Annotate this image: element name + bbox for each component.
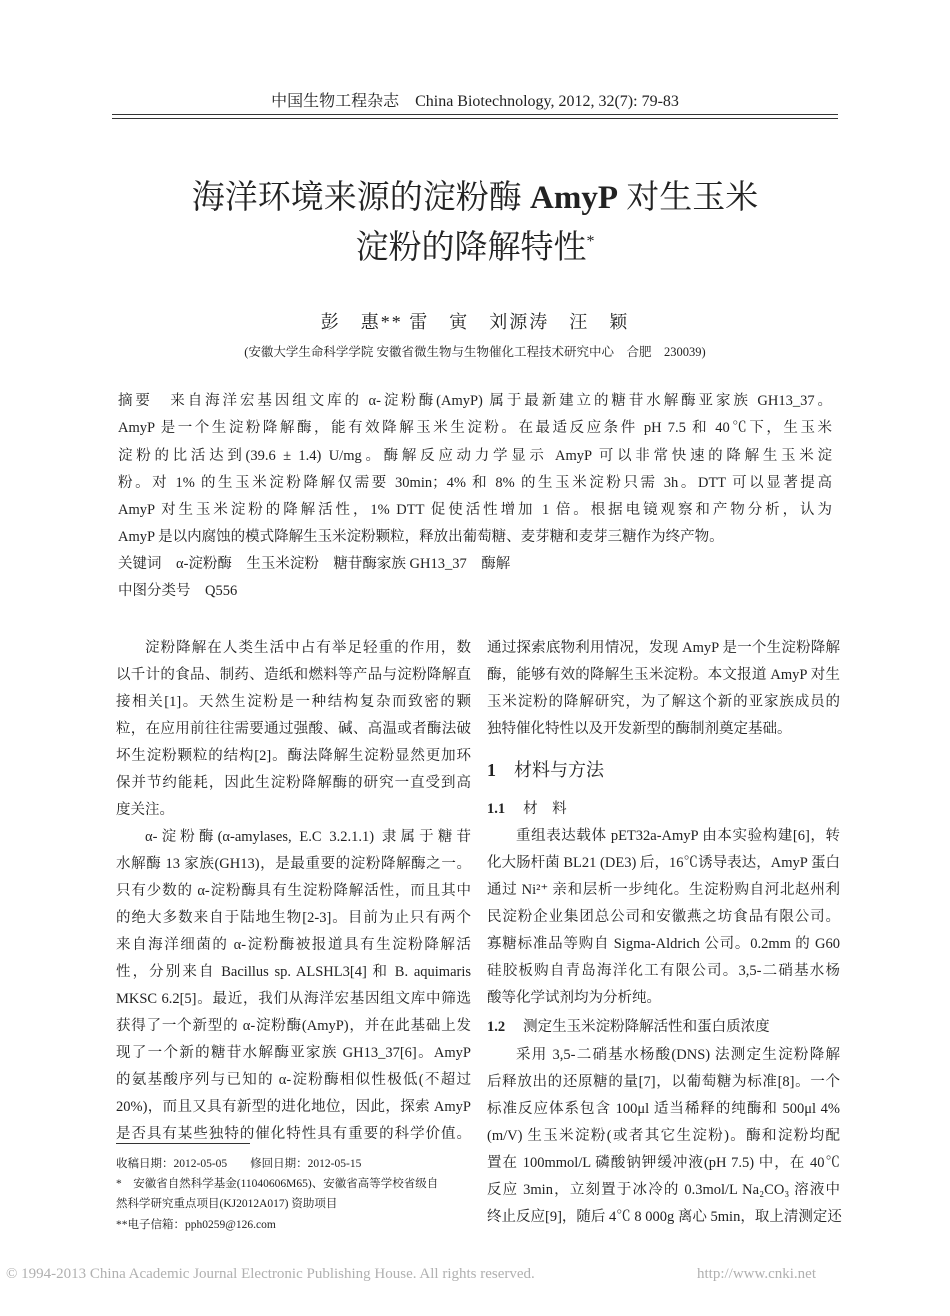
body-line: 20%)，而且又具有新型的进化地位，因此，探索 AmyP [116,1099,471,1115]
body-line: 通过探索底物利用情况，发现 AmyP 是一个生淀粉降解 [487,640,840,656]
section-heading-1 [487,760,840,780]
footnote-dates: 收稿日期：2012-05-05 修回日期：2012-05-15 [116,1158,362,1170]
authors: 彭 惠** 雷 寅 刘源涛 汪 颖 [320,312,630,332]
body-line: 反应 3min，立刻置于冰冷的 0.3mol/L Na₂CO₃ 溶液中 [487,1182,840,1198]
body-line: 性，分别来自 Bacillus sp. ALSHL3[4] 和 B. aquimaris [116,964,471,980]
footnote-email: **电子信箱：pph0259@126.com [116,1219,276,1231]
body-line: 独特催化特性以及开发新型的酶制剂奠定基础。 [487,721,792,737]
body-line: 以千计的食品、制药、造纸和燃料等产品与淀粉降解直 [116,667,471,683]
abstract-line: AmyP 对生玉米淀粉的降解活性，1% DTT 促使活性增加 1 倍。根据电镜观察和产物分析，认为 [118,502,832,518]
body-line: 是否具有某些独特的催化特性具有重要的科学价值。 [116,1126,471,1142]
body-line: 淀粉降解在人类生活中占有举足轻重的作用，数 [145,640,471,656]
body-line: α-淀粉酶(α-amylases, E.C 3.2.1.1) 隶属于糖苷 [145,829,471,845]
header-rule [112,114,838,119]
body-line: 终止反应[9]，随后 4℃ 8 000g 离心 5min，取上清测定还 [487,1209,842,1225]
body-line: 酸等化学试剂均为分析纯。 [487,990,661,1006]
body-line: 保并节约能耗，因此生淀粉降解酶的研究一直受到高 [116,775,471,791]
body-line: 的氨基酸序列与已知的 α-淀粉酶相似性极低(不超过 [116,1072,471,1088]
body-line: 标准反应体系包含 100μl 适当稀释的纯酶和 500μl 4% [487,1101,840,1117]
section-title: 材料与方法 [514,760,604,780]
paper-title [0,176,950,270]
title-line1-a: 海洋环境来源的淀粉酶 [191,180,530,216]
body-line: 玉米淀粉的降解研究，为了解这个新的亚家族成员的 [487,694,840,710]
section-number: 1.2 [487,1019,506,1035]
body-line: 置在 100mmol/L 磷酸钠钾缓冲液(pH 7.5) 中，在 40℃ [487,1155,840,1171]
body-line: 现了一个新的糖苷水解酶亚家族 GH13_37[6]。AmyP [116,1045,471,1061]
body-line: MKSC 6.2[5]。最近，我们从海洋宏基因组文库中筛选 [116,991,471,1007]
title-line1-b: AmyP [530,180,618,216]
body-line: 来自海洋细菌的 α-淀粉酶被报道具有生淀粉降解活 [116,937,471,953]
footnote-rule [116,1143,250,1144]
section-number: 1.1 [487,801,506,817]
body-line: 民淀粉企业集团总公司和安徽燕之坊食品有限公司。 [487,909,840,925]
journal-header: 中国生物工程杂志 China Biotechnology, 2012, 32(7): 79-83 [271,93,679,110]
footnote-funding: * 安徽省自然科学基金(11040606M65)、安徽省高等学校省级自 [116,1178,439,1190]
body-line: 后释放出的还原糖的量[7]，以葡萄糖为标准[8]。一个 [487,1074,840,1090]
section-heading-1-1 [487,799,840,819]
body-line: 硅胶板购自青岛海洋化工有限公司。3,5-二硝基水杨 [487,963,840,979]
body-line: 寡糖标准品等购自 Sigma-Aldrich 公司。0.2mm 的 G60 [487,936,840,952]
body-line: 通过 Ni²⁺ 亲和层析一步纯化。生淀粉购自河北赵州利 [487,882,840,898]
copyright-footer [6,1266,816,1283]
cnki-link[interactable]: http://www.cnki.net [696,1266,816,1282]
body-line: 获得了一个新型的 α-淀粉酶(AmyP)，并在此基础上发 [116,1018,471,1034]
body-line: 采用 3,5-二硝基水杨酸(DNS) 法测定生淀粉降解 [516,1047,840,1063]
title-line1-c: 对生玉米 [617,180,759,216]
abstract-line: AmyP 是一个生淀粉降解酶，能有效降解玉米生淀粉。在最适反应条件 pH 7.5 和 40℃下，生玉米 [118,420,832,436]
title-footnote-mark: * [586,233,595,250]
body-line: 水解酶 13 家族(GH13)，是最重要的淀粉降解酶之一。 [116,856,471,872]
abstract-line: 粉。对 1% 的生玉米淀粉降解仅需要 30min；4% 和 8% 的生玉米淀粉只需 3h。DTT 可以显著提高 [118,475,832,491]
title-line2: 淀粉的降解特性 [355,230,587,266]
abstract-line: 淀粉的比活达到(39.6 ± 1.4) U/mg。酶解反应动力学显示 AmyP 可以非常快速的降解生玉米淀 [118,448,832,464]
abstract-line: 摘要 来自海洋宏基因组文库的 α-淀粉酶(AmyP) 属于最新建立的糖苷水解酶亚家族 GH13_37。 [118,393,832,409]
body-line: 酶，能够有效的降解生玉米淀粉。本文报道 AmyP 对生 [487,667,840,683]
keywords: 关键词 α-淀粉酶 生玉米淀粉 糖苷酶家族 GH13_37 酶解 [118,556,511,572]
section-title: 材 料 [523,801,567,817]
body-line: 只有少数的 α-淀粉酶具有生淀粉降解活性，而且其中 [116,883,471,899]
classification-number: 中图分类号 Q556 [118,583,238,599]
body-line: 化大肠杆菌 BL21 (DE3) 后，16℃诱导表达，AmyP 蛋白 [487,855,840,871]
section-title: 测定生玉米淀粉降解活性和蛋白质浓度 [523,1019,770,1035]
copyright-notice: © 1994-2013 China Academic Journal Electronic Publishing House. All rights reserved. [6,1266,535,1282]
section-number: 1 [487,760,496,780]
body-line: 度关注。 [116,802,174,818]
section-heading-1-2 [487,1017,840,1037]
body-line: 的绝大多数来自于陆地生物[2-3]。目前为止只有两个 [116,910,471,926]
body-line: 接相关[1]。天然生淀粉是一种结构复杂而致密的颗 [116,694,471,710]
footnote-funding-cont: 然科学研究重点项目(KJ2012A017) 资助项目 [116,1198,338,1210]
body-line: (m/V) 生玉米淀粉(或者其它生淀粉)。酶和淀粉均配 [487,1128,840,1144]
body-line: 重组表达载体 pET32a-AmyP 由本实验构建[6]，转 [516,828,840,844]
abstract-line: AmyP 是以内腐蚀的模式降解生玉米淀粉颗粒，释放出葡萄糖、麦芽糖和麦芽三糖作为终产物。 [118,529,724,545]
body-line: 坏生淀粉颗粒的结构[2]。酶法降解生淀粉显然更加环 [116,748,471,764]
body-line: 粒，在应用前往往需要通过强酸、碱、高温或者酶法破 [116,721,471,737]
affiliation: (安徽大学生命科学学院 安徽省微生物与生物催化工程技术研究中心 合肥 230039) [244,345,706,359]
